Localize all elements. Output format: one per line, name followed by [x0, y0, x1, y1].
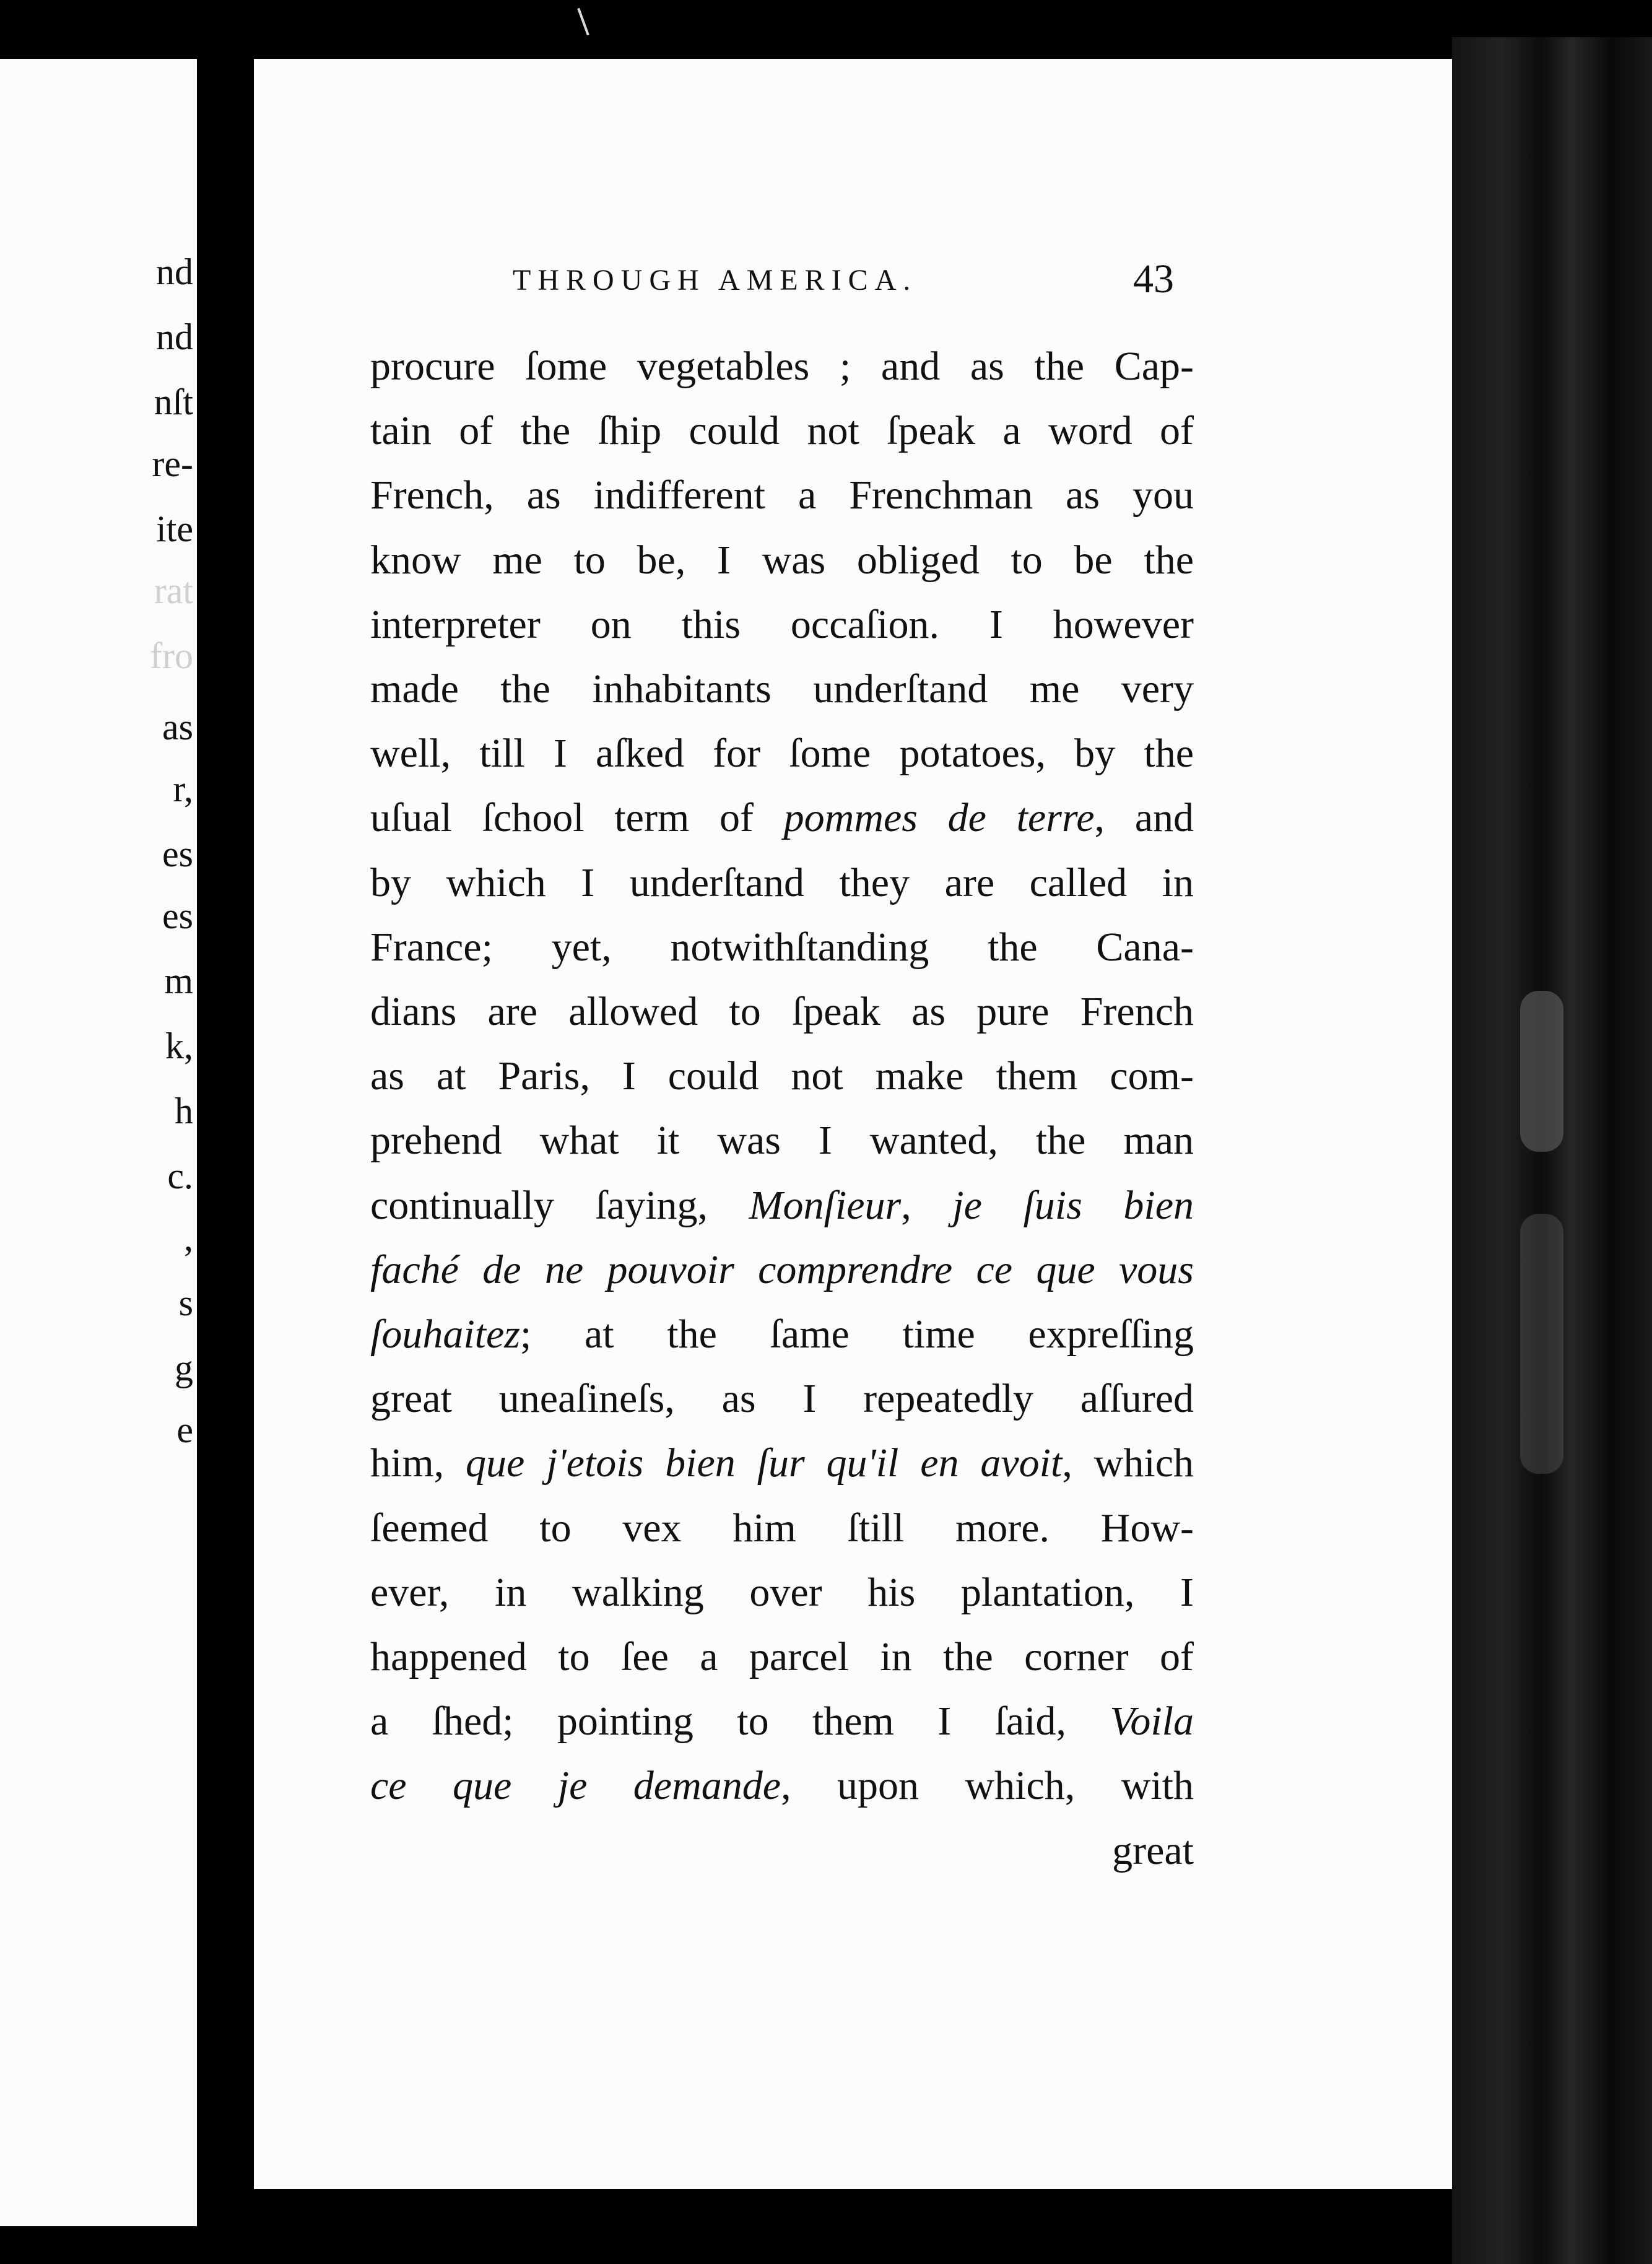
left-page-fragment: nſt	[154, 381, 193, 422]
left-page-fragment: re-	[152, 443, 193, 484]
text-segment: made the inhabitants underſtand me very	[370, 666, 1194, 712]
text-line	[370, 1439, 1194, 1488]
text-segment: , and	[1094, 795, 1194, 840]
text-segment: by which I underſtand they are called in	[370, 860, 1194, 905]
left-page-fragment: m	[164, 960, 193, 1001]
facing-page-left	[0, 59, 197, 2226]
text-line	[370, 471, 1194, 520]
text-line	[370, 1632, 1194, 1682]
text-line	[370, 1697, 1194, 1746]
text-line	[370, 1051, 1194, 1101]
text-line	[370, 1374, 1194, 1424]
text-segment: ; at the ſame time expreſſing	[520, 1312, 1194, 1357]
text-segment: as at Paris, I could not make them com-	[370, 1053, 1194, 1099]
left-page-fragment: ite	[156, 508, 193, 549]
text-segment: France; yet, notwithſtanding the Cana-	[370, 925, 1194, 970]
italic-text: ſouhaitez	[370, 1312, 520, 1357]
left-page-fragment: k,	[165, 1025, 193, 1066]
left-page-fragment: c.	[167, 1156, 193, 1196]
text-segment: continually ſaying,	[370, 1183, 749, 1228]
left-page-fragment: nd	[156, 251, 193, 292]
left-page-fragment: ,	[184, 1217, 193, 1258]
text-line	[370, 406, 1194, 456]
text-segment: great	[1112, 1828, 1194, 1873]
left-page-fragment: g	[175, 1348, 193, 1388]
text-segment: prehend what it was I wanted, the man	[370, 1118, 1194, 1163]
italic-text: ce que je demande	[370, 1763, 781, 1808]
text-line	[370, 987, 1194, 1037]
text-segment: dians are allowed to ſpeak as pure French	[370, 989, 1194, 1034]
text-segment: great uneaſineſs, as I repeatedly aſſured	[370, 1376, 1194, 1421]
page-number: 43	[1133, 256, 1174, 302]
left-page-fragment: s	[178, 1282, 193, 1323]
text-line	[370, 1310, 1194, 1359]
text-line	[370, 600, 1194, 650]
text-line	[370, 1245, 1194, 1295]
text-segment: well, till I aſked for ſome potatoes, by the	[370, 731, 1194, 776]
text-line	[370, 923, 1194, 972]
left-page-fragment: nd	[156, 316, 193, 357]
text-line	[370, 1568, 1194, 1617]
text-line	[370, 1826, 1194, 1876]
edge-highlight	[1520, 991, 1563, 1152]
text-line	[370, 664, 1194, 714]
italic-text: pommes de terre	[783, 795, 1095, 840]
running-head: THROUGH AMERICA.	[513, 264, 918, 297]
book-page	[254, 59, 1452, 2189]
text-line	[370, 1181, 1194, 1230]
text-segment: procure ſome vegetables ; and as the Cap-	[370, 344, 1194, 389]
italic-text: je ſuis bien	[952, 1183, 1194, 1228]
text-segment: happened to ſee a parcel in the corner of	[370, 1634, 1194, 1679]
text-segment: interpreter on this occaſion. I however	[370, 602, 1194, 647]
text-segment: ever, in walking over his plantation, I	[370, 1570, 1194, 1615]
text-segment: French, as indifferent a Frenchman as you	[370, 472, 1194, 518]
text-line	[370, 536, 1194, 585]
text-segment: tain of the ſhip could not ſpeak a word of	[370, 408, 1194, 453]
text-segment: uſual ſchool term of	[370, 795, 784, 840]
italic-text: faché de ne pouvoir comprendre ce que vous	[370, 1247, 1194, 1292]
text-line	[370, 793, 1194, 843]
text-segment: , which	[1062, 1440, 1194, 1486]
book-edge	[1452, 37, 1652, 2264]
left-page-fragment: es	[162, 895, 193, 936]
left-page-fragment: rat	[154, 570, 193, 611]
italic-text: Voila	[1110, 1699, 1194, 1744]
text-segment: ,	[901, 1183, 953, 1228]
italic-text: Monſieur	[749, 1183, 902, 1228]
left-page-fragment: as	[162, 707, 193, 747]
text-line	[370, 858, 1194, 908]
text-segment: him,	[370, 1440, 466, 1486]
left-page-fragment: r,	[173, 768, 193, 809]
text-segment: know me to be, I was obliged to be the	[370, 538, 1194, 583]
text-line	[370, 342, 1194, 391]
text-line	[370, 1116, 1194, 1165]
left-page-fragment: e	[176, 1409, 193, 1450]
text-line	[370, 1504, 1194, 1553]
text-line	[370, 1761, 1194, 1811]
edge-highlight	[1520, 1214, 1563, 1474]
text-segment: ſeemed to vex him ſtill more. How-	[370, 1505, 1194, 1551]
text-line	[370, 729, 1194, 778]
left-page-fragment: fro	[150, 635, 193, 676]
scan-artifact-mark	[577, 8, 589, 36]
italic-text: que j'etois bien ſur qu'il en avoit	[466, 1440, 1063, 1486]
text-segment: , upon which, with	[781, 1763, 1194, 1808]
left-page-fragment: es	[162, 834, 193, 874]
text-segment: a ſhed; pointing to them I ſaid,	[370, 1699, 1110, 1744]
left-page-fragment: h	[175, 1091, 193, 1131]
